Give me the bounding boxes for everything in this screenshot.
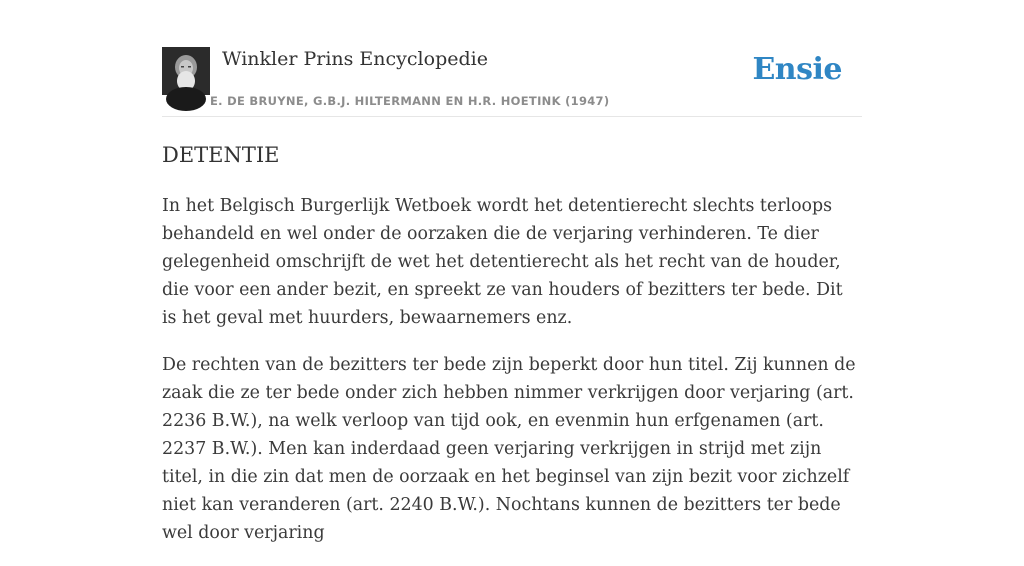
entry-body [162,192,862,566]
avatar[interactable] [162,47,210,95]
authors-line: E. DE BRUYNE, G.B.J. HILTERMANN EN H.R. HOETINK (1947) [210,94,610,108]
page [162,0,862,543]
book-title[interactable]: Winkler Prins Encyclopedie [222,48,488,70]
paragraph: De rechten van de bezitters ter bede zijn beperkt door hun titel. Zij kunnen de zaak die ze ter bede onder zich hebben nimmer verkrijgen door verjaring (art. 2236 B.W.), na welk verloop van tijd ook, en evenmin hun erfgenamen (art. 2237 B.W.). Men kan inderdaad geen verjaring verkrijgen in strijd met zijn titel, in die zin dat men de oorzaak en het beginsel van zijn bezit voor zichzelf niet kan veranderen (art. 2240 B.W.). Nochtans kunnen de bezitters ter bede wel door verjaring [162,355,856,543]
brand-logo[interactable]: Ensie [752,52,842,87]
entry-title: DETENTIE [162,143,280,167]
paragraph: In het Belgisch Burgerlijk Wetboek wordt het detentierecht slechts terloops behandeld en wel onder de oorzaken die de verjaring verhinderen. Te dier gelegenheid omschrijft de wet het detentierecht als het recht van de houder, die voor een ander bezit, en spreekt ze van houders of bezitters ter bede. Dit is het geval met huurders, bewaarnemers enz. [162,196,843,328]
site-header [162,45,862,117]
portrait-icon [162,47,210,95]
